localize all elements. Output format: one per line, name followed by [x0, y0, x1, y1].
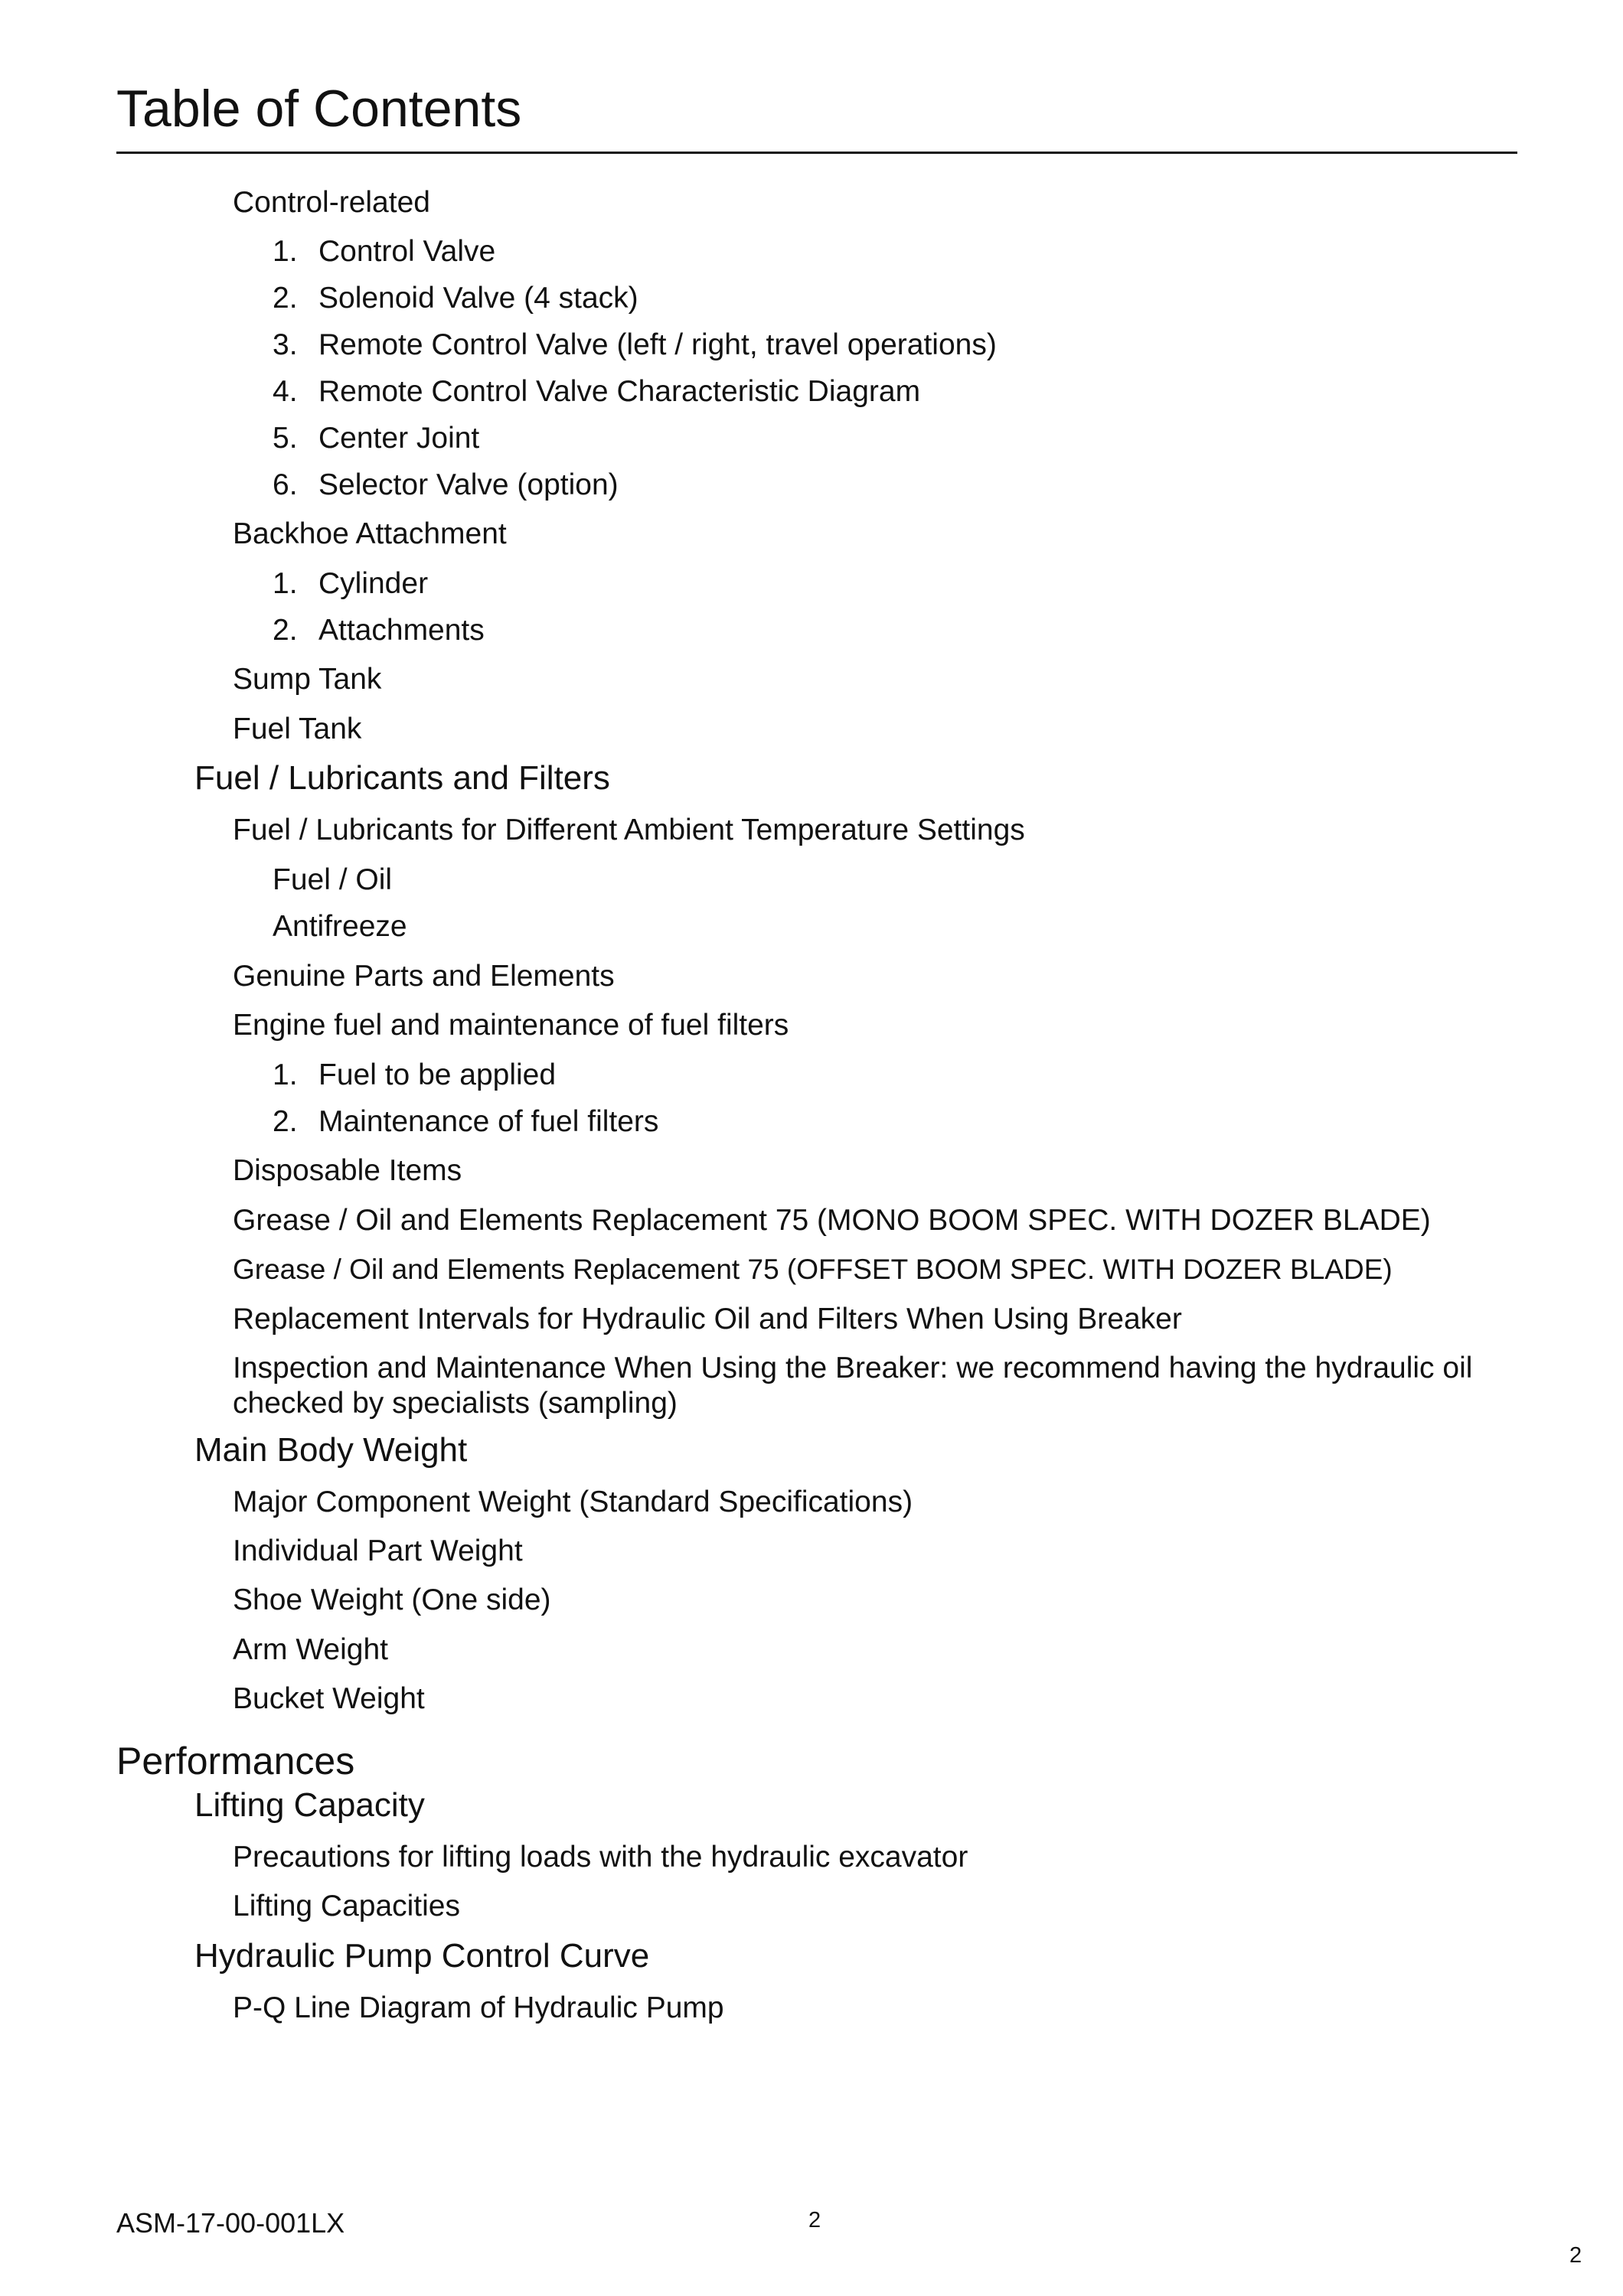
page-number: 2 — [808, 2208, 821, 2232]
toc-control-valve[interactable]: Control Valve — [318, 235, 496, 268]
toc-rcv-characteristic-diagram[interactable]: Remote Control Valve Characteristic Diagram — [318, 375, 921, 408]
toc-number: 2. — [273, 614, 298, 647]
toc-pq-line-diagram[interactable]: P-Q Line Diagram of Hydraulic Pump — [233, 1991, 724, 2024]
toc-number: 1. — [273, 235, 298, 268]
toc-solenoid-valve[interactable]: Solenoid Valve (4 stack) — [318, 282, 638, 315]
toc-performances[interactable]: Performances — [116, 1740, 355, 1782]
toc-arm-weight[interactable]: Arm Weight — [233, 1633, 388, 1666]
toc-fuel-lubricants-filters[interactable]: Fuel / Lubricants and Filters — [194, 759, 610, 797]
toc-attachments[interactable]: Attachments — [318, 614, 485, 647]
toc-major-component-weight[interactable]: Major Component Weight (Standard Specifications) — [233, 1486, 913, 1518]
toc-maintenance-fuel-filters[interactable]: Maintenance of fuel filters — [318, 1105, 659, 1138]
toc-engine-fuel[interactable]: Engine fuel and maintenance of fuel filters — [233, 1009, 789, 1042]
toc-number: 5. — [273, 422, 298, 455]
toc-inspection-maintenance-breaker[interactable]: Inspection and Maintenance When Using the Breaker: we recommend having the hydraulic oil checked by specialists (sampling) — [233, 1352, 1473, 1420]
toc-fuel-tank[interactable]: Fuel Tank — [233, 713, 362, 745]
toc-disposable-items[interactable]: Disposable Items — [233, 1154, 462, 1187]
toc-backhoe-attachment[interactable]: Backhoe Attachment — [233, 517, 507, 550]
toc-control-related[interactable]: Control-related — [233, 186, 430, 219]
toc-number: 1. — [273, 1058, 298, 1091]
toc-shoe-weight[interactable]: Shoe Weight (One side) — [233, 1583, 551, 1616]
toc-selector-valve[interactable]: Selector Valve (option) — [318, 468, 619, 501]
title-divider — [116, 152, 1517, 154]
toc-main-body-weight[interactable]: Main Body Weight — [194, 1431, 468, 1469]
toc-grease-offset-boom[interactable]: Grease / Oil and Elements Replacement 75 (OFFSET BOOM SPEC. WITH DOZER BLADE) — [233, 1254, 1393, 1285]
toc-lifting-capacities[interactable]: Lifting Capacities — [233, 1890, 460, 1923]
toc-fuel-oil[interactable]: Fuel / Oil — [273, 863, 393, 896]
toc-sump-tank[interactable]: Sump Tank — [233, 663, 382, 696]
toc-bucket-weight[interactable]: Bucket Weight — [233, 1682, 425, 1715]
toc-antifreeze[interactable]: Antifreeze — [273, 910, 407, 943]
toc-grease-mono-boom[interactable]: Grease / Oil and Elements Replacement 75 (MONO BOOM SPEC. WITH DOZER BLADE) — [233, 1204, 1431, 1237]
toc-individual-part-weight[interactable]: Individual Part Weight — [233, 1534, 523, 1567]
toc-lifting-precautions[interactable]: Precautions for lifting loads with the hydraulic excavator — [233, 1841, 968, 1874]
toc-number: 1. — [273, 567, 298, 600]
toc-fuel-lubricants-temperature[interactable]: Fuel / Lubricants for Different Ambient Temperature Settings — [233, 814, 1025, 846]
toc-center-joint[interactable]: Center Joint — [318, 422, 480, 455]
toc-cylinder[interactable]: Cylinder — [318, 567, 429, 600]
toc-number: 6. — [273, 468, 298, 501]
toc-number: 2. — [273, 282, 298, 315]
toc-fuel-to-be-applied[interactable]: Fuel to be applied — [318, 1058, 557, 1091]
document-code: ASM-17-00-001LX — [116, 2207, 345, 2239]
toc-remote-control-valve[interactable]: Remote Control Valve (left / right, travel operations) — [318, 328, 997, 361]
toc-genuine-parts[interactable]: Genuine Parts and Elements — [233, 960, 615, 993]
toc-hydraulic-pump-control-curve[interactable]: Hydraulic Pump Control Curve — [194, 1937, 650, 1975]
toc-number: 2. — [273, 1105, 298, 1138]
toc-number: 3. — [273, 328, 298, 361]
page-title: Table of Contents — [116, 80, 522, 138]
toc-lifting-capacity[interactable]: Lifting Capacity — [194, 1786, 425, 1824]
page-number-corner: 2 — [1569, 2243, 1582, 2268]
toc-number: 4. — [273, 375, 298, 408]
toc-replacement-intervals[interactable]: Replacement Intervals for Hydraulic Oil and Filters When Using Breaker — [233, 1303, 1182, 1336]
